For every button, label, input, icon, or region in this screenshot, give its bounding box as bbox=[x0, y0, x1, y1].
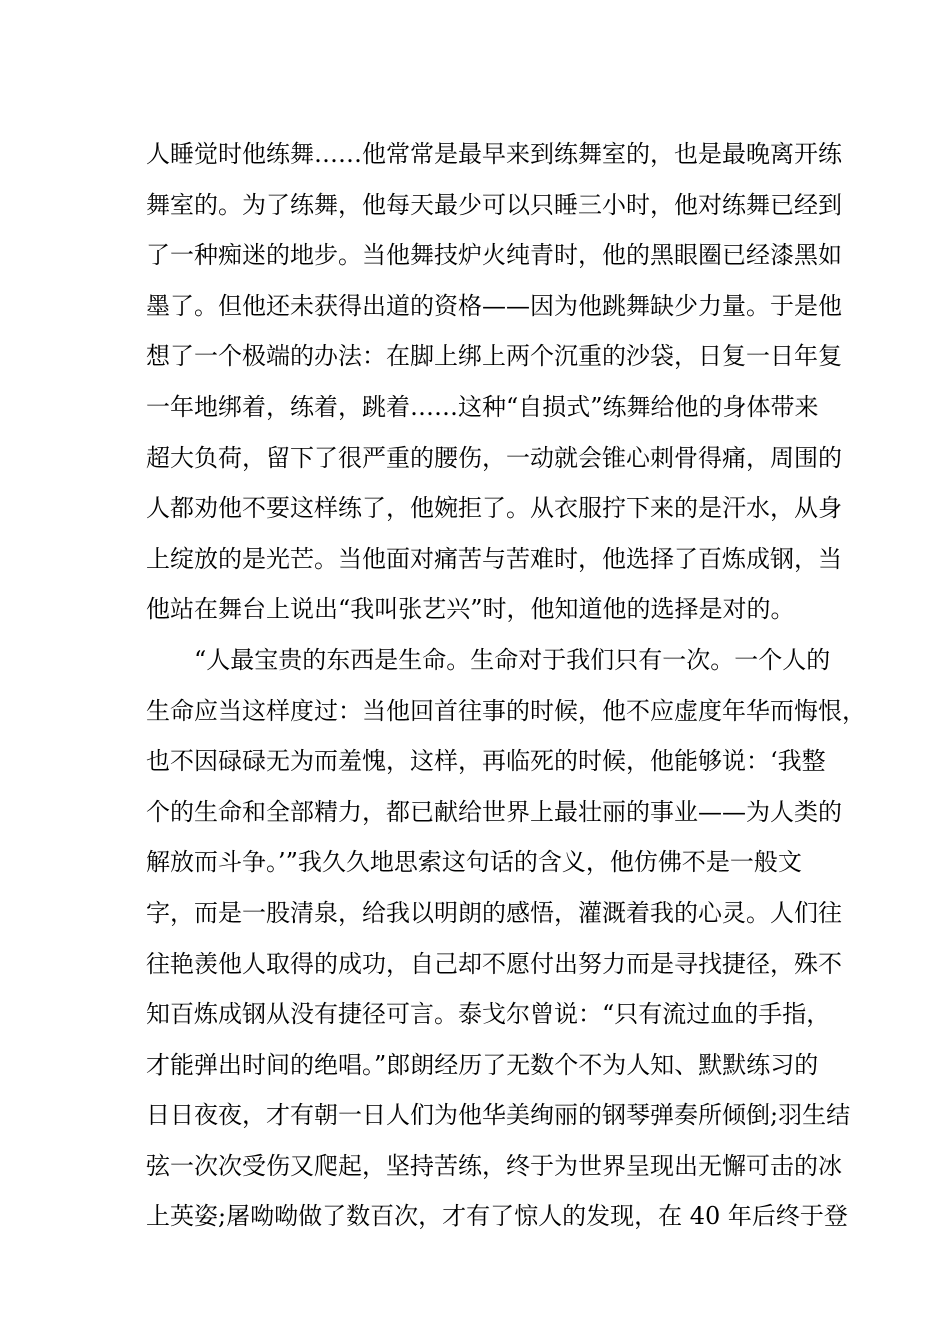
paragraph-first-line: “人最宝贵的东西是生命。生命对于我们只有一次。一个人的 bbox=[194, 645, 831, 674]
text-line: 字，而是一股清泉，给我以明朗的感悟，灌溉着我的心灵。人们往 bbox=[146, 898, 842, 927]
text-line: 往艳羡他人取得的成功，自己却不愿付出努力而是寻找捷径，殊不 bbox=[146, 949, 842, 978]
text-line: 个的生命和全部精力，都已献给世界上最壮丽的事业——为人类的 bbox=[146, 797, 842, 826]
text-line: 上英姿;屠呦呦做了数百次，才有了惊人的发现，在 40 年后终于登 bbox=[146, 1202, 848, 1231]
text-line: 弦一次次受伤又爬起，坚持苦练，终于为世界呈现出无懈可击的冰 bbox=[146, 1151, 842, 1180]
text-line: 墨了。但他还未获得出道的资格——因为他跳舞缺少力量。于是他 bbox=[146, 291, 842, 320]
text-line: 了一种痴迷的地步。当他舞技炉火纯青时，他的黑眼圈已经漆黑如 bbox=[146, 241, 842, 270]
essay-text bbox=[146, 134, 866, 1247]
text-line: 人睡觉时他练舞……他常常是最早来到练舞室的，也是最晚离开练 bbox=[146, 140, 842, 168]
text-line: 才能弹出时间的绝唱。”郎朗经历了无数个不为人知、默默练习的 bbox=[146, 1050, 819, 1079]
text-line: 人都劝他不要这样练了，他婉拒了。从衣服拧下来的是汗水，从身 bbox=[146, 494, 842, 523]
text-line: 超大负荷，留下了很严重的腰伤，一动就会锥心刺骨得痛，周围的 bbox=[146, 443, 842, 472]
text-line: 生命应当这样度过：当他回首往事的时候，他不应虚度年华而悔恨， bbox=[146, 696, 866, 725]
text-line: 知百炼成钢从没有捷径可言。泰戈尔曾说：“只有流过血的手指， bbox=[146, 1000, 831, 1029]
text-line: 想了一个极端的办法：在脚上绑上两个沉重的沙袋，日复一日年复 bbox=[146, 342, 842, 371]
text-line: 也不因碌碌无为而羞愧，这样，再临死的时候，他能够说：‘我整 bbox=[146, 747, 826, 776]
text-line: 舞室的。为了练舞，他每天最少可以只睡三小时，他对练舞已经到 bbox=[146, 190, 842, 219]
text-line: 解放而斗争。’”我久久地思索这句话的含义，他仿佛不是一般文 bbox=[146, 848, 802, 877]
text-line: 一年地绑着，练着，跳着……这种“自损式”练舞给他的身体带来 bbox=[146, 392, 819, 421]
text-line: 他站在舞台上说出“我叫张艺兴”时，他知道他的选择是对的。 bbox=[146, 595, 795, 624]
text-line: 上绽放的是光芒。当他面对痛苦与苦难时，他选择了百炼成钢，当 bbox=[146, 544, 842, 573]
text-line: 日日夜夜，才有朝一日人们为他华美绚丽的钢琴弹奏所倾倒;羽生结 bbox=[146, 1101, 851, 1130]
